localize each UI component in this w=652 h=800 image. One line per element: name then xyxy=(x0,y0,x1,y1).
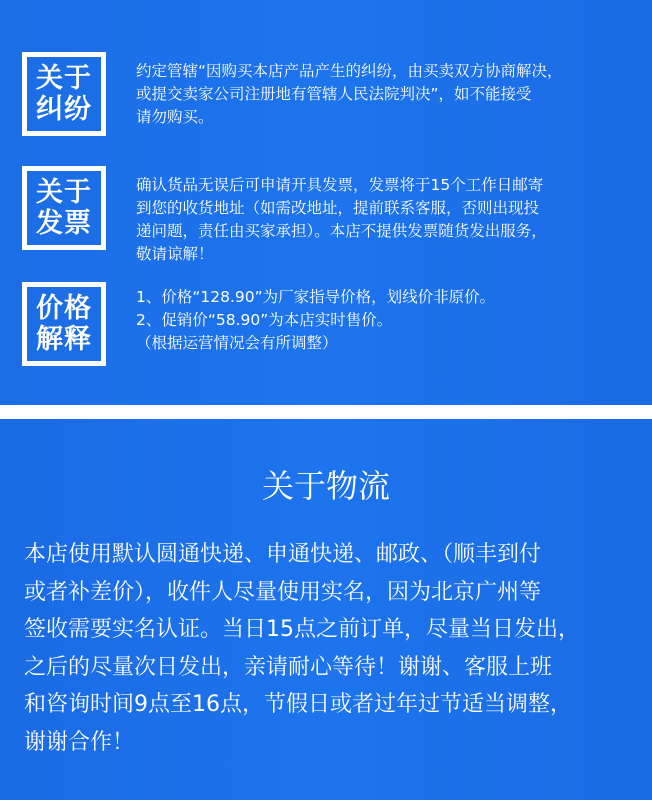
invoice-badge xyxy=(22,166,106,250)
text-line: 签收需要实名认证。当日15点之前订单，尽量当日发出， xyxy=(24,617,580,642)
dispute-text xyxy=(136,60,636,129)
price-text xyxy=(136,286,636,355)
badge-line: 关于 xyxy=(36,63,92,94)
badge-line: 价格 xyxy=(36,293,92,324)
dispute-badge xyxy=(22,52,106,136)
text-line: 递问题，责任由买家承担）。本店不提供发票随货发出服务， xyxy=(136,222,547,240)
badge-line: 发票 xyxy=(36,208,92,239)
badge-line: 解释 xyxy=(36,324,92,355)
text-line: 和咨询时间9点至16点，节假日或者过年过节适当调整， xyxy=(24,692,572,717)
text-line: 或者补差价），收件人尽量使用实名，因为北京广州等 xyxy=(24,579,542,605)
price-badge xyxy=(22,282,106,366)
badge-line: 关于 xyxy=(36,177,92,208)
badge-line: 纠纷 xyxy=(36,94,92,125)
text-line: 敬请谅解！ xyxy=(136,245,214,263)
text-line: 请勿购买。 xyxy=(136,108,214,126)
text-line: 谢谢合作！ xyxy=(24,729,135,755)
invoice-text xyxy=(136,174,636,266)
text-line: 本店使用默认圆通快递、申通快递、邮政、（顺丰到付 xyxy=(24,542,542,567)
text-line: 约定管辖“因购买本店产品产生的纠纷，由买卖双方协商解决， xyxy=(136,62,563,80)
text-line: （根据运营情况会有所调整） xyxy=(136,334,338,352)
text-line: 之后的尽量次日发出，亲请耐心等待！谢谢、客服上班 xyxy=(24,654,553,680)
text-line: 2、促销价“58.90”为本店实时售价。 xyxy=(136,311,393,329)
text-line: 到您的收货地址（如需改地址，提前联系客服，否则出现投 xyxy=(136,199,540,217)
text-line: 确认货品无误后可申请开具发票，发票将于15个工作日邮寄 xyxy=(136,176,544,194)
text-line: 1、价格“128.90”为厂家指导价格，划线价非原价。 xyxy=(136,288,496,306)
section-divider xyxy=(0,405,652,419)
logistics-title: 关于物流 xyxy=(261,467,390,505)
text-line: 或提交卖家公司注册地有管辖人民法院判决”，如不能接受 xyxy=(136,85,532,103)
logistics-text xyxy=(24,536,634,761)
